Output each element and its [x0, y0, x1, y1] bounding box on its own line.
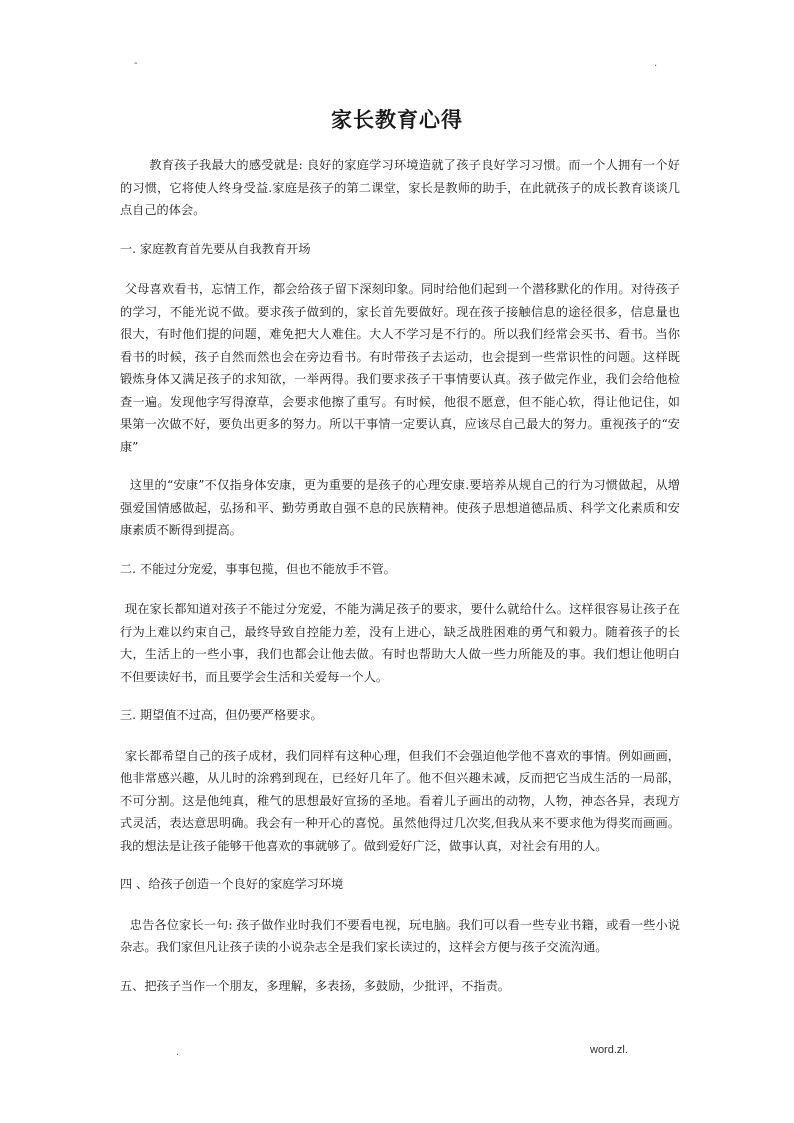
section-heading-4: 四 、给孩子创造一个良好的家庭学习环境 [120, 877, 344, 891]
section-4-paragraph: 忠告各位家长一句: 孩子做作业时我们不要看电视，玩电脑。我们可以看一些专业书籍，或看一些小说杂志。我们家但凡让孩子读的小说杂志全是我们家长读过的，这样会方便与孩子交流沟通。 [120, 917, 680, 954]
section-heading-2: 二. 不能过分宠爱，事事包揽，但也不能放手不管。 [120, 561, 396, 576]
footer-dot: . [176, 1047, 180, 1058]
document-body [120, 154, 680, 1015]
section-heading-5: 五、把孩子当作一个朋友，多理解，多表扬，多鼓励，少批评，不指责。 [120, 978, 510, 993]
footer-source: word.zl. [590, 1044, 628, 1056]
section-1-paragraph-2: 这里的“安康”不仅指身体安康，更为重要的是孩子的心理安康.要培养从规自己的行为习惯做起，从增强爱国情感做起，弘扬和平、勤劳勇敢自强不息的民族精神。使孩子思想道德品质、科学文化素质和安康素质不断得到提高。 [120, 478, 680, 537]
section-1-paragraph: 父母喜欢看书，忘情工作，都会给孩子留下深刻印象。同时给他们起到一个潜移默化的作用。对待孩子的学习，不能光说不做。要求孩子做到的，家长首先要做好。现在孩子接触信息的途径很多，信息量也很大，有时他们提的问题，难免把大人难住。大人不学习是不行的。所以我们经常会买书、看书。当你看书的时候，孩子自然而然也会在旁边看书。有时带孩子去运动，也会提到一些常识性的问题。这样既锻炼身体又满足孩子的求知欲，一举两得。我们要求孩子干事情要认真。孩子做完作业，我们会给他检查一遍。发现他字写得潦草，会要求他擦了重写。有时候，他很不愿意，但不能心软，得让他记住，如果第一次做不好，要负出更多的努力。所以干事情一定要认真，应该尽自己最大的努力。重视孩子的“安康” [120, 282, 680, 454]
section-3-paragraph: 家长都希望自己的孩子成材，我们同样有这种心理，但我们不会强迫他学他不喜欢的事情。例如画画，他非常感兴趣，从儿时的涂鸦到现在，已经好几年了。他不但兴趣未减，反而把它当成生活的一局部，不可分割。这是他纯真，稚气的思想最好宣扬的圣地。看着儿子画出的动物，人物，神态各异，表现方式灵活，表达意思明确。我会有一种开心的喜悦。虽然他得过几次奖,但我从来不要求他为得奖而画画。我的想法是让孩子能够干他喜欢的事就够了。做到爱好广泛，做事认真，对社会有用的人。 [120, 748, 680, 853]
section-heading-3: 三. 期望值不过高，但仍要严格要求。 [120, 708, 323, 722]
document-title: 家长教育心得 [331, 107, 463, 132]
header-left-mark: - [134, 58, 138, 69]
intro-paragraph: 教育孩子我最大的感受就是: 良好的家庭学习环境造就了孩子良好学习习惯。而一个人拥有一个好的习惯，它将使人终身受益.家庭是孩子的第二课堂，家长是教师的助手，在此就孩子的成长教育谈谈几点自己的体会。 [120, 158, 680, 217]
section-heading-1: 一. 家庭教育首先要从自我教育开场 [120, 241, 311, 256]
header-right-mark: . [654, 58, 658, 69]
section-2-paragraph: 现在家长都知道对孩子不能过分宠爱，不能为满足孩子的要求，要什么就给什么。这样很容易让孩子在行为上难以约束自己，最终导致自控能力差，没有上进心，缺乏战胜困难的勇气和毅力。随着孩子的长大，生活上的一些小事，我们也都会让他去做。有时也帮助大人做一些力所能及的事。我们想让他明白不但要读好书，而且要学会生活和关爱每一个人。 [120, 602, 680, 684]
